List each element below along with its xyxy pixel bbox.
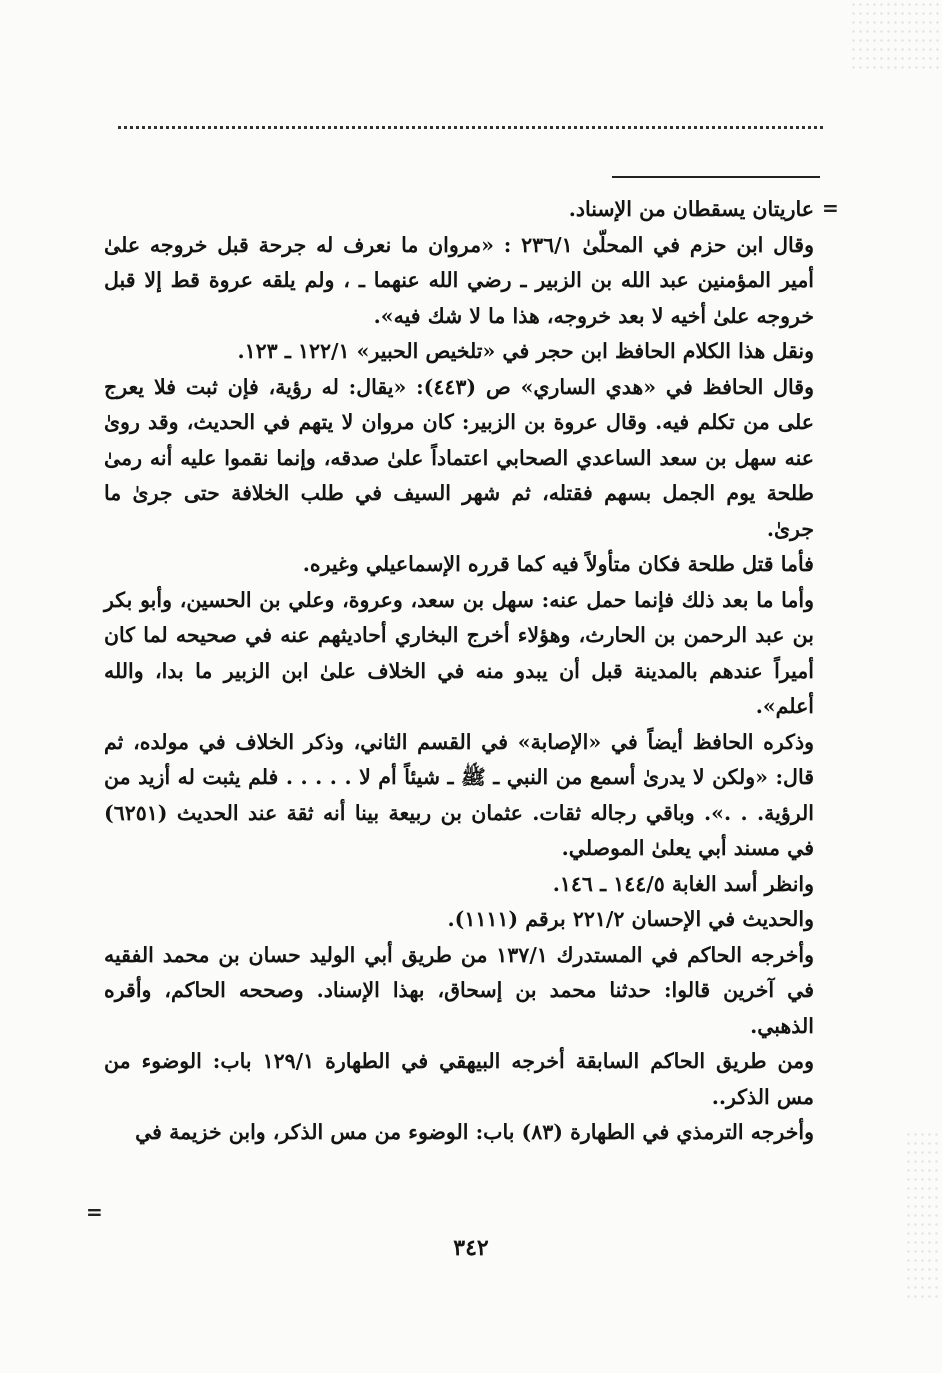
paragraph: فأما قتل طلحة فكان متأولاً فيه كما قرره الإسماعيلي وغيره. [302,552,814,576]
scan-speckle-right-edge [905,1130,942,1300]
dotted-separator [118,126,823,141]
paragraph: وأما ما بعد ذلك فإنما حمل عنه: سهل بن سعد، وعروة، وعلي بن الحسين، وأبو بكر بن عبد الرحمن بن الحارث، وهؤلاء أخرج البخاري أحاديثهم عنه في صحيحه لما كان أميراً عندهم بالمدينة قبل أن يبدو منه في الخلاف علىٰ ابن الزبير ما بدا، والله أعلم». [104,587,814,718]
page-number: ٣٤٢ [453,1235,489,1261]
paragraph: وذكره الحافظ أيضاً في «الإصابة» في القسم الثاني، وذكر الخلاف في مولده، ثم قال: «ولكن لا يدرىٰ أسمع من النبي ـ ﷺ ـ شيئاً أم لا . . . . . فلم يثبت له أزيد من الرؤية. . .». وباقي رجاله ثقات. عثمان بن ربيعة بينا أنه ثقة عند الحديث (٦٢٥١) في مسند أبي يعلىٰ الموصلي. [104,729,814,860]
paragraph: ومن طريق الحاكم السابقة أخرجه البيهقي في الطهارة ١٢٩/١ باب: الوضوء من مس الذكر.. [104,1049,814,1109]
paragraph: وانظر أسد الغابة ١٤٤/٥ ـ ١٤٦. [552,871,814,896]
continuation-mark-top: = [822,196,839,220]
paragraph: عاريتان يسقطان من الإسناد. [568,197,814,221]
footnote-text [104,192,814,1151]
paragraph: وقال ابن حزم في المحلّىٰ ٢٣٦/١ : «مروان ما نعرف له جرحة قبل خروجه علىٰ أمير المؤمنين عبد الله بن الزبير ـ رضي الله عنهما ـ ، ولم يلقه عروة قط إلا قبل خروجه علىٰ أخيه لا بعد خروجه، هذا ما لا شك فيه». [104,232,815,328]
paragraph: ونقل هذا الكلام الحافظ ابن حجر في «تلخيص الحبير» ١٢٢/١ ـ ١٢٣. [237,339,814,363]
paragraph: وأخرجه الترمذي في الطهارة (٨٣) باب: الوضوء من مس الذكر، وابن خزيمة في [135,1120,814,1144]
continuation-mark-bottom: = [86,1200,103,1224]
paragraph: وقال الحافظ في «هدي الساري» ص (٤٤٣): «يقال: له رؤية، فإن ثبت فلا يعرج على من تكلم فيه. وقال عروة بن الزبير: كان مروان لا يتهم في الحديث، وقد روىٰ عنه سهل بن سعد الساعدي الصحابي اعتماداً علىٰ صدقه، وإنما نقموا عليه أنه رمىٰ طلحة يوم الجمل بسهم فقتله، ثم شهر السيف في طلب الخلافة حتى جرىٰ ما جرىٰ. [104,374,814,541]
paragraph: وأخرجه الحاكم في المستدرك ١٣٧/١ من طريق أبي الوليد حسان بن محمد الفقيه في آخرين قالوا: حدثنا محمد بن إسحاق، بهذا الإسناد. وصححه الحاكم، وأقره الذهبي. [104,942,814,1038]
footnote-rule [612,176,820,178]
scan-speckle-top-right [850,0,942,70]
paragraph: والحديث في الإحسان ٢٢١/٢ برقم (١١١١). [447,907,814,931]
